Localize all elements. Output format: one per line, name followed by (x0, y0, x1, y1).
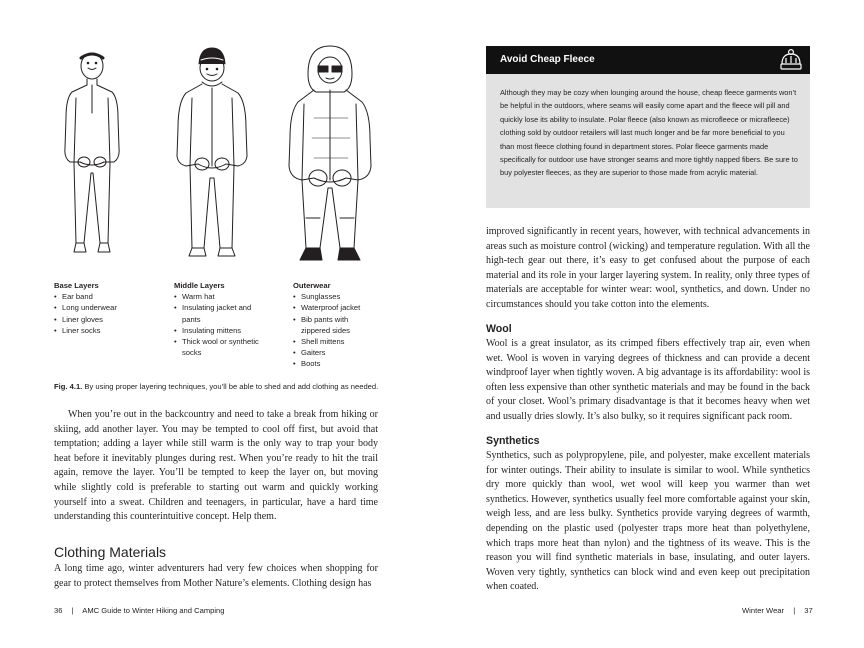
base-layer-figure (65, 53, 119, 252)
body-paragraph: A long time ago, winter adventurers had very few choices when shopping for gear to protect themselves from Mother Nature’s elements. Clothing design has (54, 563, 378, 589)
outerwear-list (293, 280, 375, 370)
list-item: • Liner socks (54, 325, 164, 336)
sidebar-header (486, 46, 810, 74)
list-item: • Warm hat (174, 291, 270, 302)
list-item: • Insulating mittens (174, 325, 270, 336)
layering-illustration (52, 38, 382, 270)
list-item: • Shell mittens (293, 336, 375, 347)
list-item: • Sunglasses (293, 291, 375, 302)
outerwear-title: Outerwear (293, 281, 331, 290)
synthetics-heading: Synthetics (486, 435, 540, 447)
base-layers-title: Base Layers (54, 281, 99, 290)
middle-layers-title: Middle Layers (174, 281, 225, 290)
body-paragraph: Wool is a great insulator, as its crimped fibers effectively trap air, even when wet. Wool is woven in varying degrees of thickness and can provide a decent windproof layer when tightly woven. A big advantage is its affordability: wool is often less expensive than other synthetic materials and may be found in the back of your closet. Wool’s primary disadvantage is that it becomes heavy when wet and usually dries slowly. It’s also bulky, so it requires significant pack room. (486, 338, 810, 422)
list-item: • Bib pants with zippered sides (293, 314, 375, 336)
list-item: • Thick wool or synthetic socks (174, 336, 270, 358)
figure-caption-text: By using proper layering techniques, you’ll be able to shed and add clothing as needed. (82, 382, 379, 391)
body-paragraph: When you’re out in the backcountry and need to take a break from hiking or skiing, add another layer. You may be tempted to cool off first, but avoid that temptation; adding a layer while still warm is the only way to trap your body heat before it inevitably plunges during rest. When you’re ready to hit the trail again, remove the layer. You’ll be tempted to keep the layer on, but moving while slightly cold is preferable to starting out warm and quickly working yourself into a sweat. Children and teenagers, in particular, have a hard time understanding this counterintuitive concept. Help them. (54, 409, 378, 523)
body-paragraph: improved significantly in recent years, however, with technical advancements in areas such as moisture control (wicking) and temperature regulation. With all the high-tech gear out there, it’s easy to get confused about the purpose of each material and its role in your larger layering system. In reality, only three types of materials are acceptable for winter wear: wool, synthetics, and down. Under no circumstances should you take cotton into the elements. (486, 226, 810, 310)
wool-heading: Wool (486, 323, 512, 335)
running-title: Winter Wear (742, 606, 785, 615)
list-item: • Long underwear (54, 302, 164, 313)
section-heading: Clothing Materials (54, 544, 167, 560)
winter-hat-icon (778, 48, 804, 72)
middle-layer-figure (177, 48, 247, 256)
page-number: 36 (54, 606, 63, 615)
footer (742, 606, 813, 615)
list-item: • Waterproof jacket (293, 302, 375, 313)
page-number: 37 (804, 606, 813, 615)
outerwear-figure (289, 46, 371, 260)
body-paragraph: Synthetics, such as polypropylene, pile, and polyester, make excellent materials for winter outings. Their ability to insulate is similar to wool. While synthetics dry more quickly than wool, wet wool will keep you warmer than wet synthetics. However, synthetics usually feel more comfortable against your skin, weigh less, and are less bulky. Synthetics provide varying degrees of warmth, depending on the plastic used (polyester traps more heat than polyethylene, which traps more heat than nylon) and the tightness of its weave. This is the reason you will find synthetic materials in base, insulating, and outer layers. Woven very tightly, synthetics can block wind and even keep out precipitation when coated. (486, 450, 810, 593)
list-item: • Boots (293, 358, 375, 369)
list-item: • Gaiters (293, 347, 375, 358)
footer-separator: | (71, 606, 74, 615)
sidebar-title: Avoid Cheap Fleece (500, 54, 595, 65)
list-item: • Liner gloves (54, 314, 164, 325)
base-layers-list (54, 280, 164, 336)
middle-layers-list (174, 280, 270, 358)
running-title: AMC Guide to Winter Hiking and Camping (82, 606, 225, 615)
figure-caption (54, 382, 384, 392)
figure-caption-label: Fig. 4.1. (54, 382, 83, 391)
footer (54, 606, 225, 615)
list-item: • Insulating jacket and pants (174, 302, 270, 324)
list-item: • Ear band (54, 291, 164, 302)
footer-separator: | (793, 606, 796, 615)
layering-figure (52, 38, 382, 270)
sidebar-body (486, 74, 810, 208)
sidebar-text: Although they may be cozy when lounging around the house, cheap fleece garments won’t be helpful in the outdoors, where seams will easily come apart and the fleece will pill and quickly lose its ability to insulate. Polar fleece (also known as microfleece or micrafleece) clothing sold by outdoor retailers will last much longer and be far more beneficial to you than most fleece clothing found in department stores. Polar fleece garments made specifically for outdoor use have stronger seams and more tightly napped fibers. Be sure to buy polyester fleeces, as they are superior to those made from acrylic material. (500, 88, 798, 178)
